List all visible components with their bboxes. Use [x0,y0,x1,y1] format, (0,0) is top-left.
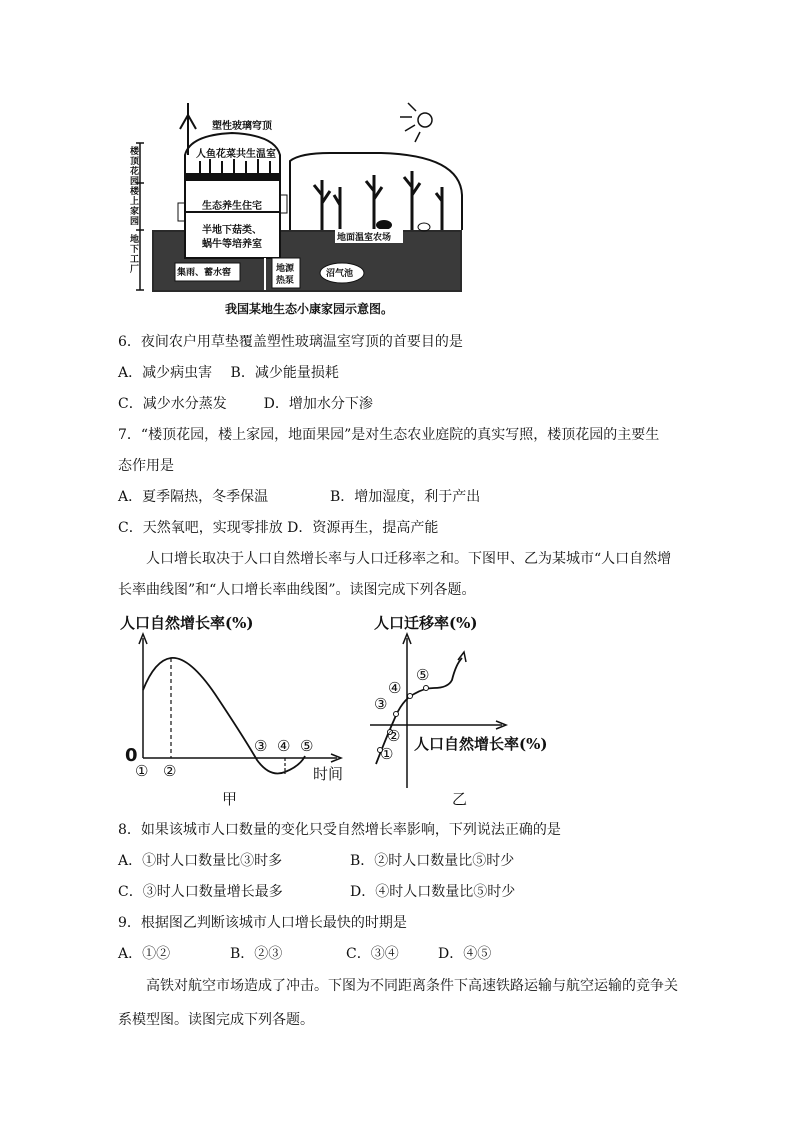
chart-jia-point-5: ⑤ [300,737,314,755]
top-room-label: 人鱼花菜共生温室 [196,149,276,160]
eco-home-figure [130,95,475,325]
window-right [280,195,287,213]
side-label-roof: 楼顶花园 [130,147,140,187]
q8-option-d: D．④时人口数量比⑤时少 [350,884,516,900]
q7-option-b: B．增加湿度，利于产出 [330,489,481,505]
chart-yi-point-1: ① [380,745,394,763]
basement-label-1: 半地下菇类、 [202,225,262,236]
chart-jia-xlabel: 时间 [313,765,344,783]
window-left [178,203,185,221]
chart-jia-point-2: ② [163,762,177,780]
q9-option-a: A．①② [118,946,171,962]
side-label-factory: 地下工厂 [130,235,140,275]
q9-option-d: D．④⑤ [438,946,492,962]
q9-stem: 9．根据图乙判断该城市人口增长最快的时期是 [118,915,407,931]
q6-options-cd: C．减少水分蒸发 D．增加水分下渗 [118,396,373,412]
animal-icon [418,223,430,231]
eco-home-diagram [130,95,475,325]
chart-yi-marker-3 [394,712,399,717]
q8-option-b: B．②时人口数量比⑤时少 [350,853,515,869]
q7-stem-1: 7．“楼顶花园，楼上家园，地面果园”是对生态农业庭院的真实写照，楼顶花园的主要生 [118,427,660,443]
chart-jia-ylabel: 人口自然增长率(%) [120,614,254,632]
chart-yi-ylabel: 人口迁移率(%) [374,614,478,632]
chart-jia [115,608,365,808]
chart-yi-plot [362,608,572,808]
chart-jia-origin: 0 [125,745,138,766]
chart-yi-caption: 乙 [452,790,468,808]
chart-yi-point-5: ⑤ [416,666,430,684]
q6-stem: 6．夜间农户用草垫覆盖塑性玻璃温室穹顶的首要目的是 [118,334,463,350]
q8-option-a: A．①时人口数量比③时多 [118,853,283,869]
chart-yi-marker-4 [408,694,413,699]
heatpump-label-1: 地源 [276,264,295,274]
q8-option-c: C．③时人口数量增长最多 [118,884,283,900]
trees [314,171,442,230]
farm-label: 地面温室农场 [337,233,392,243]
biogas-label: 沼气池 [326,269,354,279]
intro3-line2: 系模型图。读图完成下列各题。 [118,1012,314,1028]
greenhouse-arc [290,153,462,230]
side-label-home: 楼上家园 [130,187,140,227]
figure-caption: 我国某地生态小康家园示意图。 [225,302,394,316]
roof-label: 塑性玻璃穹顶 [212,121,272,132]
chart-jia-caption: 甲 [222,790,238,808]
q7-option-a: A．夏季隔热，冬季保温 [118,489,269,505]
q6-options-ab: A．减少病虫害 B．减少能量损耗 [118,365,339,381]
living-label: 生态养生住宅 [202,201,262,212]
chart-yi-point-3: ③ [374,695,388,713]
chart-yi-point-2: ② [387,727,401,745]
q8-stem: 8．如果该城市人口数量的变化只受自然增长率影响，下列说法正确的是 [118,822,561,838]
chart-jia-point-3: ③ [254,737,268,755]
soil-layer [185,173,280,180]
cistern-label: 集雨、蓄水窖 [177,268,232,278]
sun-icon [400,103,432,142]
heatpump-label-2: 热泵 [276,276,295,286]
intro3-line1: 高铁对航空市场造成了冲击。下图为不同距离条件下高速铁路运输与航空运输的竞争关 [146,978,678,994]
chart-jia-point-4: ④ [277,737,291,755]
chart-yi-point-4: ④ [388,679,402,697]
basement-label-2: 蜗牛等培养室 [202,239,262,250]
q7-stem-2: 态作用是 [118,458,174,474]
chart-yi-marker-5 [424,686,429,691]
chart-yi-xlabel: 人口自然增长率(%) [414,735,548,753]
q9-option-c: C．③④ [346,946,399,962]
intro2-line2: 长率曲线图”和“人口增长率曲线图”。读图完成下列各题。 [118,582,476,598]
intro2-line1: 人口增长取决于人口自然增长率与人口迁移率之和。下图甲、乙为某城市“人口自然增 [146,551,672,567]
animal-icon [376,220,392,230]
q9-option-b: B．②③ [230,946,283,962]
chart-yi [362,608,572,808]
chart-jia-curve [143,658,305,774]
q7-options-cd: C．天然氧吧，实现零排放 D．资源再生，提高产能 [118,520,439,536]
chart-jia-point-1: ① [135,762,149,780]
